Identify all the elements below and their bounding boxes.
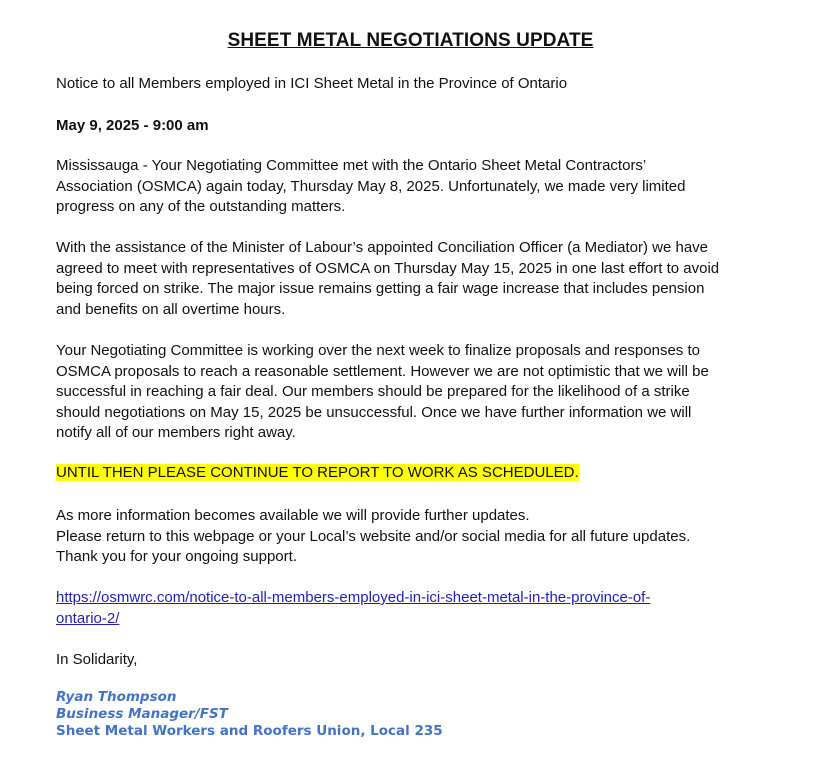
signature-organization: Sheet Metal Workers and Roofers Union, Local 235: [56, 723, 443, 739]
paragraph-line: being forced on strike. The major issue remains getting a fair wage increase that includes pension: [56, 280, 705, 297]
paragraph-line: Mississauga - Your Negotiating Committee met with the Ontario Sheet Metal Contractors’: [56, 157, 647, 174]
paragraph-line: progress on any of the outstanding matters.: [56, 198, 346, 215]
paragraph-committee-work: [56, 341, 786, 444]
paragraph-line: Association (OSMCA) again today, Thursday May 8, 2025. Unfortunately, we made very limited: [56, 177, 686, 195]
paragraph-line: Thank you for your ongoing support.: [56, 548, 297, 565]
signature-role: Business Manager/FST: [56, 706, 228, 722]
paragraph-mediation: [56, 238, 786, 320]
paragraph-updates: [56, 506, 786, 568]
link-line[interactable]: ontario-2/: [56, 609, 120, 627]
notice-link[interactable]: [56, 588, 786, 629]
signature-name: Ryan Thompson: [56, 689, 177, 705]
notice-link-block: [56, 588, 786, 629]
notice-line: Notice to all Members employed in ICI Sheet Metal in the Province of Ontario: [56, 75, 568, 92]
document-title: SHEET METAL NEGOTIATIONS UPDATE: [227, 30, 594, 51]
paragraph-line: Your Negotiating Committee is working over the next week to finalize proposals and responses to: [56, 342, 700, 359]
paragraph-line: notify all of our members right away.: [56, 424, 296, 441]
link-line[interactable]: https://osmwrc.com/notice-to-all-members-employed-in-ici-sheet-metal-in-the-province-of-: [56, 589, 651, 606]
paragraph-line: should negotiations on May 15, 2025 be unsuccessful. Once we have further information we will: [56, 403, 692, 421]
paragraph-line: and benefits on all overtime hours.: [56, 300, 286, 318]
paragraph-line: successful in reaching a fair deal. Our members should be prepared for the likelihood of a strike: [56, 383, 690, 400]
signature-block: [56, 689, 443, 740]
date-line: May 9, 2025 - 9:00 am: [56, 117, 209, 134]
alert-notice: [56, 463, 786, 484]
closing-line: In Solidarity,: [56, 651, 138, 668]
paragraph-meeting-summary: [56, 156, 786, 218]
paragraph-line: OSMCA proposals to reach a reasonable settlement. However we are not optimistic that we will be: [56, 362, 709, 380]
paragraph-line: agreed to meet with representatives of OSMCA on Thursday May 15, 2025 in one last effort to avoid: [56, 259, 720, 277]
paragraph-line: As more information becomes available we will provide further updates.: [56, 507, 530, 524]
paragraph-line: Please return to this webpage or your Local’s website and/or social media for all future updates.: [56, 527, 691, 545]
highlighted-alert-text: UNTIL THEN PLEASE CONTINUE TO REPORT TO WORK AS SCHEDULED.: [56, 464, 579, 481]
paragraph-line: With the assistance of the Minister of Labour’s appointed Conciliation Officer (a Mediator) we have: [56, 239, 709, 256]
